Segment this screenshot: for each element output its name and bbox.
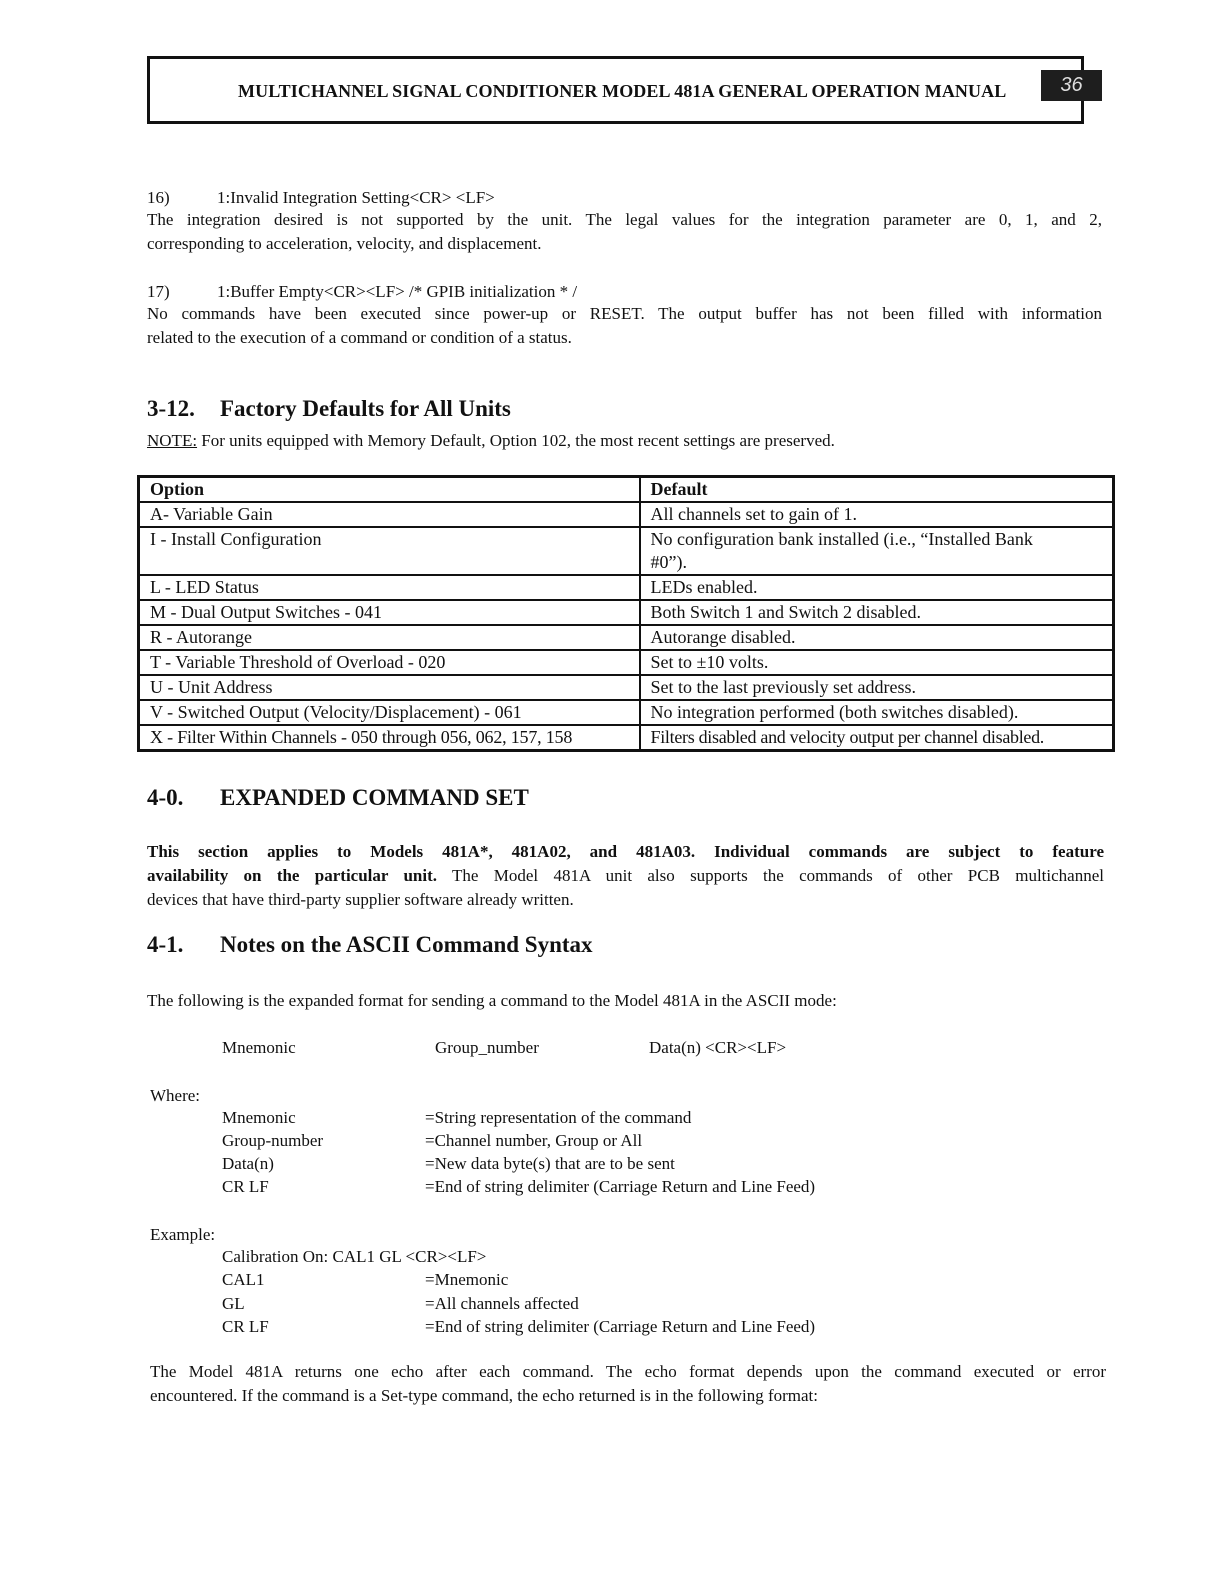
echo-format-paragraph-line: encountered. If the command is a Set-type command, the echo returned is in the following format: (150, 1386, 818, 1405)
option-cell: L - LED Status (139, 575, 640, 600)
option-cell: T - Variable Threshold of Overload - 020 (139, 650, 640, 675)
example-label: Example: (150, 1225, 216, 1244)
echo-format-paragraph-line: The Model 481A returns one echo after each command. The echo format depends upon the command executed or error (150, 1362, 1106, 1381)
table-row (139, 625, 1114, 650)
table-header-row (139, 477, 1114, 503)
table-row (139, 600, 1114, 625)
section-4-0-bold-line: This section applies to Models 481A*, 481A02, and 481A03. Individual commands are subject to feature (147, 842, 1104, 861)
memory-default-note: NOTE: For units equipped with Memory Default, Option 102, the most recent settings are preserved. (147, 431, 835, 450)
example-command: Calibration On: CAL1 GL <CR><LF> (222, 1247, 487, 1266)
where-label: Where: (150, 1086, 201, 1105)
default-cell: LEDs enabled. (640, 575, 1114, 600)
section-3-12-heading: 3-12. Factory Defaults for All Units (147, 396, 511, 421)
default-cell: Autorange disabled. (640, 625, 1114, 650)
where-term: Group-number (222, 1131, 324, 1150)
example-definition: =Mnemonic (425, 1270, 509, 1289)
option-cell: A- Variable Gain (139, 502, 640, 527)
example-definition: =All channels affected (425, 1294, 579, 1313)
table-row (139, 700, 1114, 725)
option-cell: X - Filter Within Channels - 050 through 056, 062, 157, 158 (139, 725, 640, 751)
factory-defaults-table (137, 475, 1115, 752)
error-16-description-line: corresponding to acceleration, velocity, and displacement. (147, 234, 542, 253)
format-mnemonic: Mnemonic (222, 1038, 296, 1057)
default-cell: Set to the last previously set address. (640, 675, 1114, 700)
default-cell: Set to ±10 volts. (640, 650, 1114, 675)
where-definition: =String representation of the command (425, 1108, 692, 1127)
table-row (139, 527, 1114, 575)
table-row (139, 725, 1114, 751)
where-definition: =New data byte(s) that are to be sent (425, 1154, 675, 1173)
option-cell: R - Autorange (139, 625, 640, 650)
example-term: GL (222, 1294, 245, 1313)
option-cell: M - Dual Output Switches - 041 (139, 600, 640, 625)
option-cell: I - Install Configuration (139, 527, 640, 575)
table-row (139, 575, 1114, 600)
section-4-0-heading: 4-0. EXPANDED COMMAND SET (147, 785, 529, 810)
option-cell: U - Unit Address (139, 675, 640, 700)
where-definition: =End of string delimiter (Carriage Return and Line Feed) (425, 1177, 816, 1196)
section-4-0-paragraph-line: availability on the particular unit. The Model 481A unit also supports the commands of other PCB multichannel (147, 866, 1104, 885)
error-16-description-line: The integration desired is not supported by the unit. The legal values for the integration parameter are 0, 1, and 2, (147, 210, 1102, 229)
error-17-description-line: related to the execution of a command or condition of a status. (147, 328, 572, 347)
default-column-header: Default (640, 477, 1114, 503)
where-definition: =Channel number, Group or All (425, 1131, 643, 1150)
table-row (139, 675, 1114, 700)
where-term: CR LF (222, 1177, 269, 1196)
where-term: Mnemonic (222, 1108, 296, 1127)
default-cell: Filters disabled and velocity output per channel disabled. (640, 725, 1114, 751)
table-row (139, 650, 1114, 675)
option-cell: V - Switched Output (Velocity/Displacement) - 061 (139, 700, 640, 725)
section-4-0-paragraph-line: devices that have third-party supplier software already written. (147, 890, 574, 909)
table-row (139, 502, 1114, 527)
error-16-heading: 16) 1:Invalid Integration Setting<CR> <LF> (147, 188, 495, 207)
format-data-terminator: Data(n) <CR><LF> (649, 1038, 787, 1057)
format-group-number: Group_number (435, 1038, 539, 1057)
ascii-format-intro: The following is the expanded format for sending a command to the Model 481A in the ASCII mode: (147, 991, 837, 1010)
page-number: 36 (1041, 70, 1102, 101)
default-cell: No configuration bank installed (i.e., “Installed Bank #0”). (640, 527, 1114, 575)
option-column-header: Option (139, 477, 640, 503)
default-cell: All channels set to gain of 1. (640, 502, 1114, 527)
example-term: CAL1 (222, 1270, 265, 1289)
example-term: CR LF (222, 1317, 269, 1336)
default-cell: No integration performed (both switches disabled). (640, 700, 1114, 725)
error-17-heading: 17) 1:Buffer Empty<CR><LF> /* GPIB initialization * / (147, 282, 578, 301)
section-4-1-heading: 4-1. Notes on the ASCII Command Syntax (147, 932, 593, 957)
example-definition: =End of string delimiter (Carriage Return and Line Feed) (425, 1317, 816, 1336)
error-17-description-line: No commands have been executed since power-up or RESET. The output buffer has not been filled with information (147, 304, 1102, 323)
default-cell: Both Switch 1 and Switch 2 disabled. (640, 600, 1114, 625)
where-term: Data(n) (222, 1154, 274, 1173)
manual-title: MULTICHANNEL SIGNAL CONDITIONER MODEL 481A GENERAL OPERATION MANUAL (238, 81, 1007, 101)
